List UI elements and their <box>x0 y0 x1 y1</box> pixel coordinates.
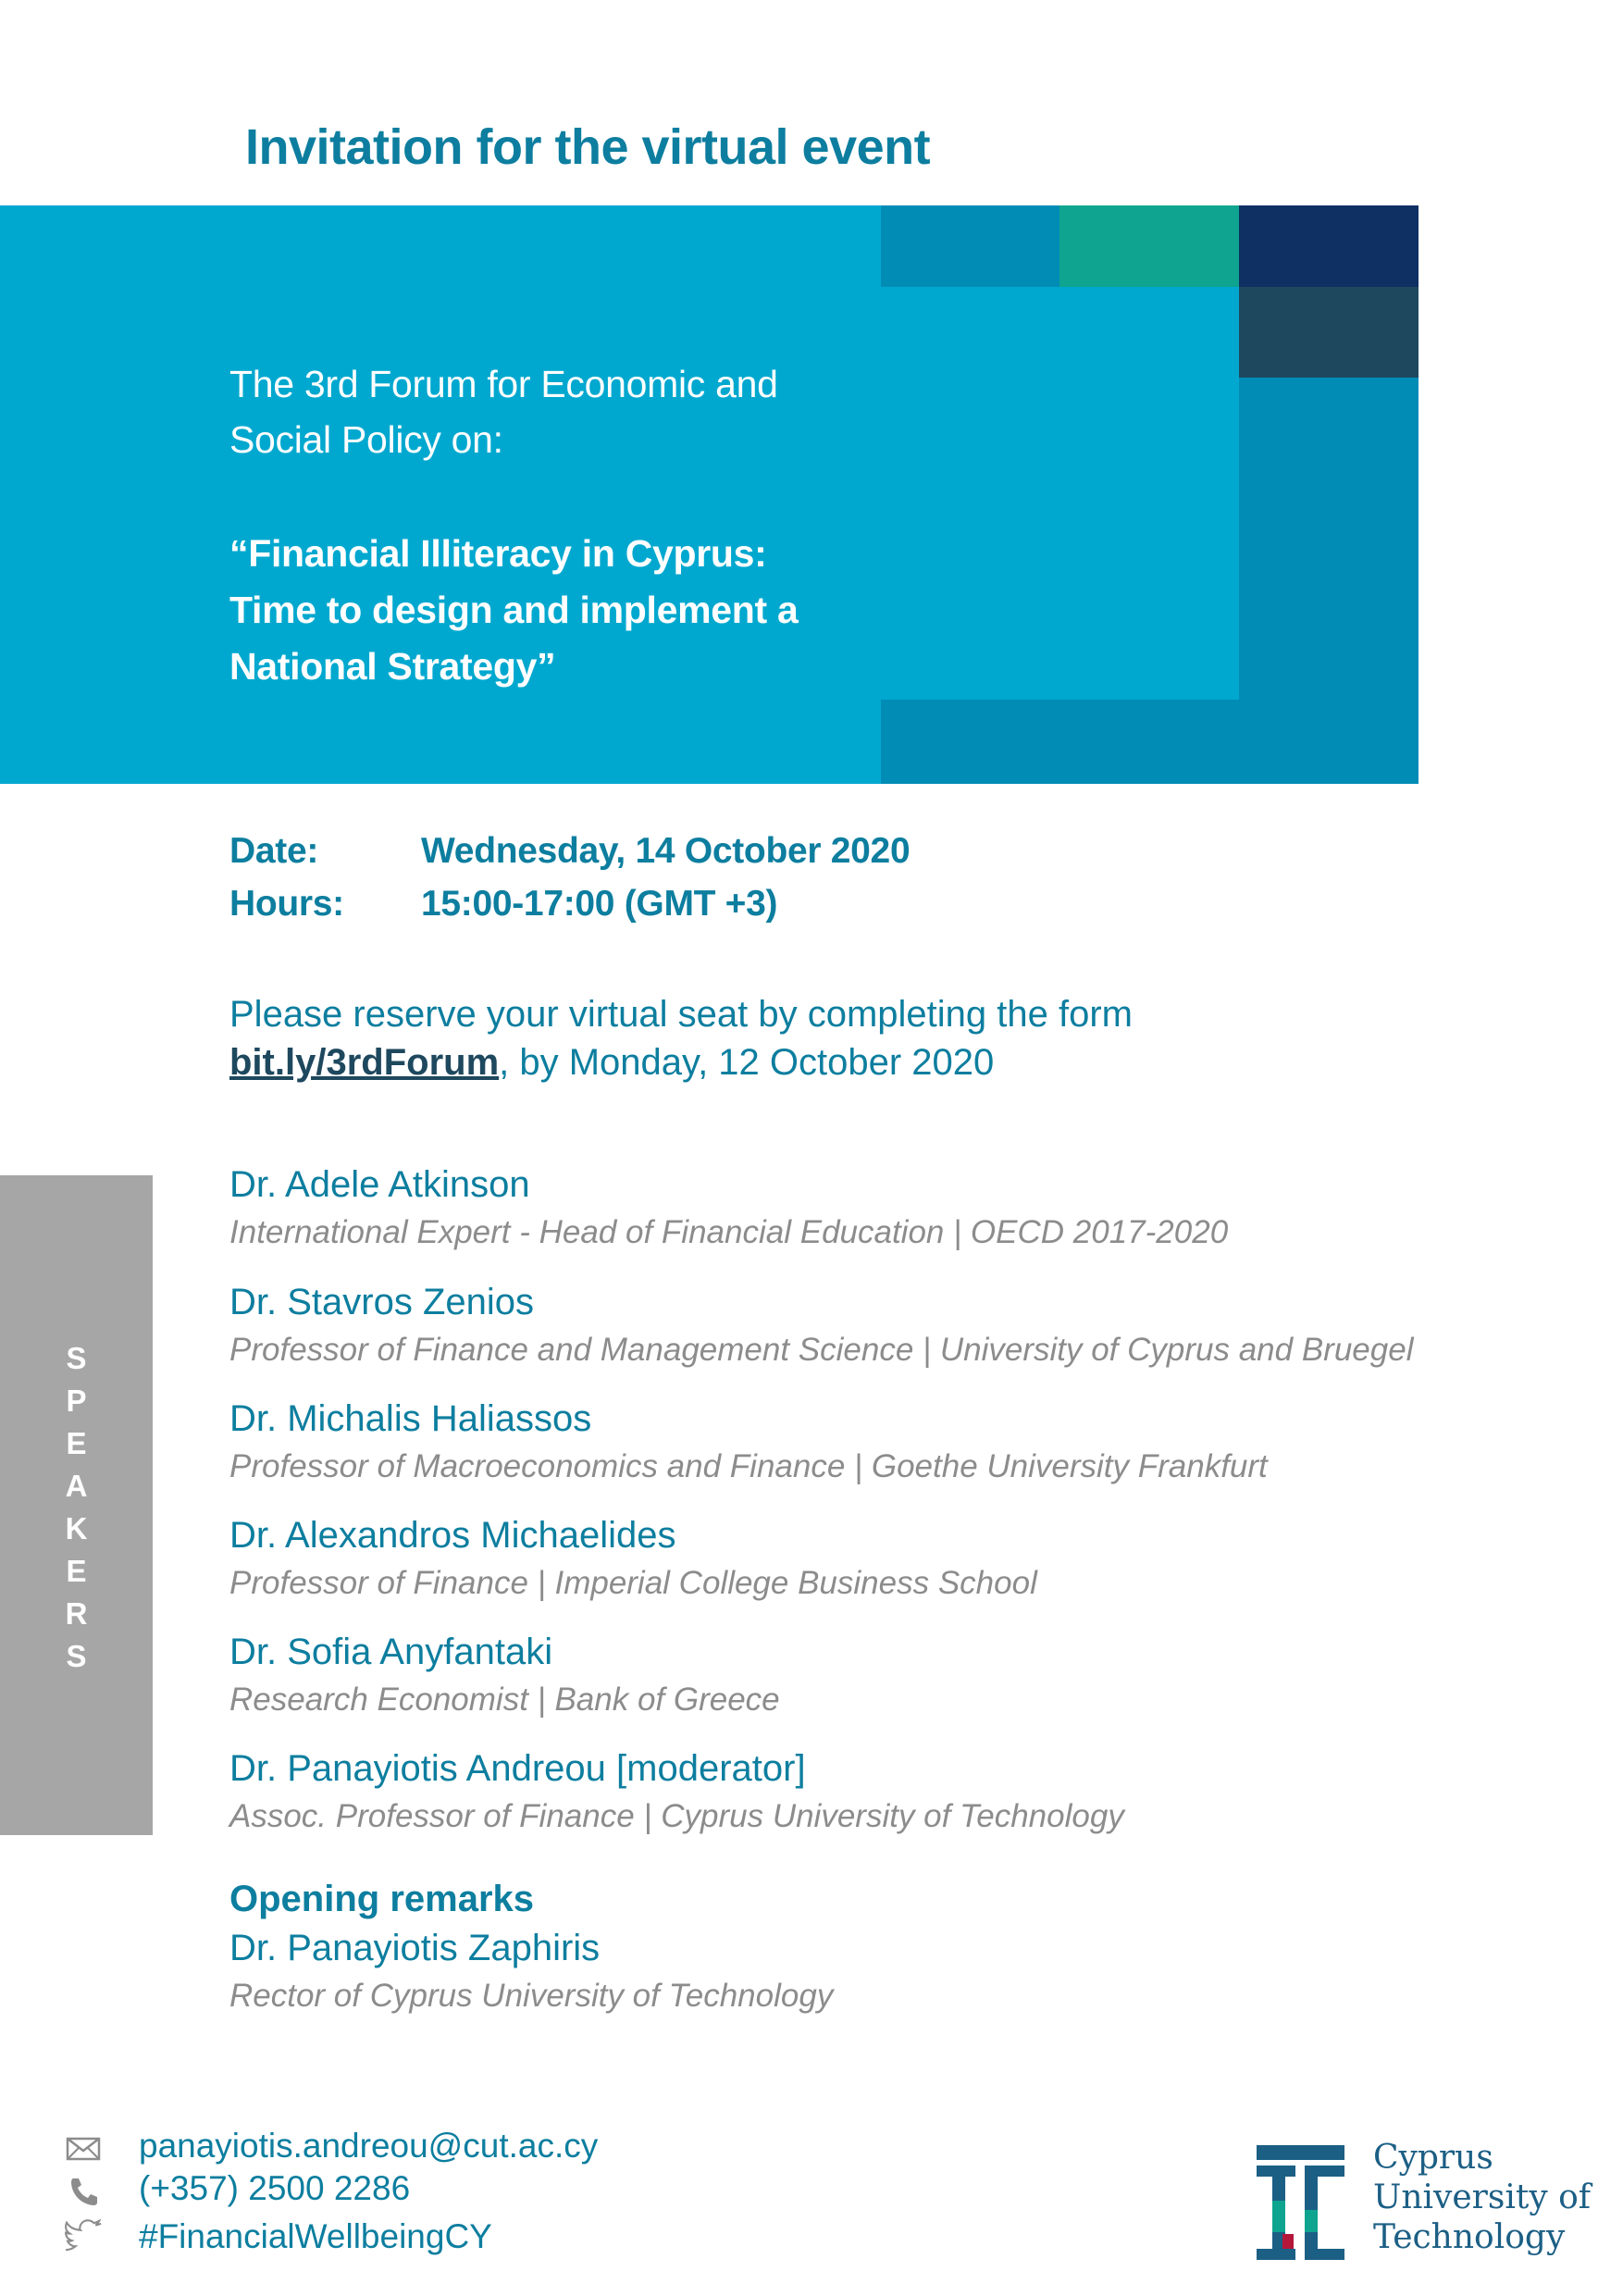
speaker-item <box>229 1161 1228 1256</box>
envelope-icon <box>65 2132 104 2166</box>
banner-decor-block <box>1059 205 1239 287</box>
contact-email[interactable]: panayiotis.andreou@cut.ac.cy <box>139 2127 599 2165</box>
speaker-item <box>229 1629 780 1723</box>
speaker-item <box>229 1279 1413 1373</box>
speaker-name: Dr. Adele Atkinson <box>229 1164 530 1205</box>
forum-intro-line: The 3rd Forum for Economic and <box>229 363 778 405</box>
speaker-role: Professor of Finance and Management Science | University of Cyprus and Bruegel <box>229 1332 1414 1368</box>
hours-value: 15:00-17:00 (GMT +3) <box>421 884 778 924</box>
speaker-name: Dr. Michalis Haliassos <box>229 1398 592 1439</box>
speaker-role: International Expert - Head of Financial Education | OECD 2017-2020 <box>229 1214 1229 1250</box>
forum-title-line: Time to design and implement a <box>229 589 799 631</box>
contact-phone[interactable]: (+357) 2500 2286 <box>139 2169 411 2207</box>
date-label: Date: <box>229 831 319 871</box>
speaker-role: Rector of Cyprus University of Technology <box>229 1978 834 2014</box>
opening-remarks-heading: Opening remarks <box>229 1879 535 1919</box>
banner-decor-block <box>1239 378 1419 700</box>
speakers-tab-letter: E <box>66 1554 87 1588</box>
date-value: Wednesday, 14 October 2020 <box>421 831 911 871</box>
speakers-tab-label <box>0 1337 153 1678</box>
reservation-line: Please reserve your virtual seat by completing the form <box>229 994 1133 1035</box>
page-title: Invitation for the virtual event <box>245 119 931 175</box>
cut-logo-icon <box>1257 2145 1344 2264</box>
logo-line: Cyprus <box>1373 2139 1493 2177</box>
logo-line: Technology <box>1373 2218 1566 2256</box>
cut-logo-text <box>1373 2138 1591 2257</box>
speaker-role: Assoc. Professor of Finance | Cyprus University of Technology <box>229 1798 1124 1834</box>
reservation-link[interactable]: bit.ly/3rdForum <box>229 1042 500 1083</box>
opening-remarks-speaker <box>229 1925 833 2019</box>
banner-decor-block <box>1239 205 1419 287</box>
speaker-name: Dr. Panayiotis Andreou [moderator] <box>229 1748 806 1789</box>
reservation-deadline: , by Monday, 12 October 2020 <box>499 1042 995 1083</box>
speaker-item <box>229 1396 1268 1490</box>
speaker-role: Professor of Macroeconomics and Finance | Goethe University Frankfurt <box>229 1448 1268 1484</box>
speaker-role: Professor of Finance | Imperial College Business School <box>229 1565 1037 1601</box>
speaker-item <box>229 1512 1037 1607</box>
speaker-name: Dr. Alexandros Michaelides <box>229 1515 676 1556</box>
twitter-bird-icon <box>65 2219 104 2253</box>
reservation-note <box>229 990 1133 1086</box>
speaker-name: Dr. Panayiotis Zaphiris <box>229 1928 601 1968</box>
banner-decor-block <box>881 205 1059 287</box>
speaker-item <box>229 1745 1124 1840</box>
speakers-tab <box>0 1175 153 1835</box>
forum-title-line: “Financial Illiteracy in Cyprus: <box>229 532 767 575</box>
phone-icon <box>65 2175 104 2208</box>
forum-intro <box>229 356 877 467</box>
speaker-role: Research Economist | Bank of Greece <box>229 1682 780 1718</box>
speakers-tab-letter: P <box>66 1384 87 1418</box>
speaker-name: Dr. Stavros Zenios <box>229 1282 535 1322</box>
speakers-tab-letter: E <box>66 1426 87 1460</box>
banner-decor-block <box>1239 287 1419 378</box>
speaker-name: Dr. Sofia Anyfantaki <box>229 1632 553 1672</box>
forum-title <box>229 526 896 695</box>
contact-hashtag[interactable]: #FinancialWellbeingCY <box>139 2217 492 2255</box>
speakers-tab-letter: S <box>66 1639 87 1673</box>
hours-label: Hours: <box>229 884 344 924</box>
logo-line: University of <box>1373 2178 1592 2216</box>
event-banner <box>0 205 1419 784</box>
banner-decor-block <box>881 700 1419 784</box>
speakers-tab-letter: S <box>66 1341 87 1375</box>
speakers-tab-letter: K <box>65 1511 88 1545</box>
speakers-tab-letter: R <box>65 1596 88 1631</box>
forum-intro-line: Social Policy on: <box>229 418 503 461</box>
speakers-tab-letter: A <box>65 1469 88 1503</box>
forum-title-line: National Strategy” <box>229 645 556 688</box>
